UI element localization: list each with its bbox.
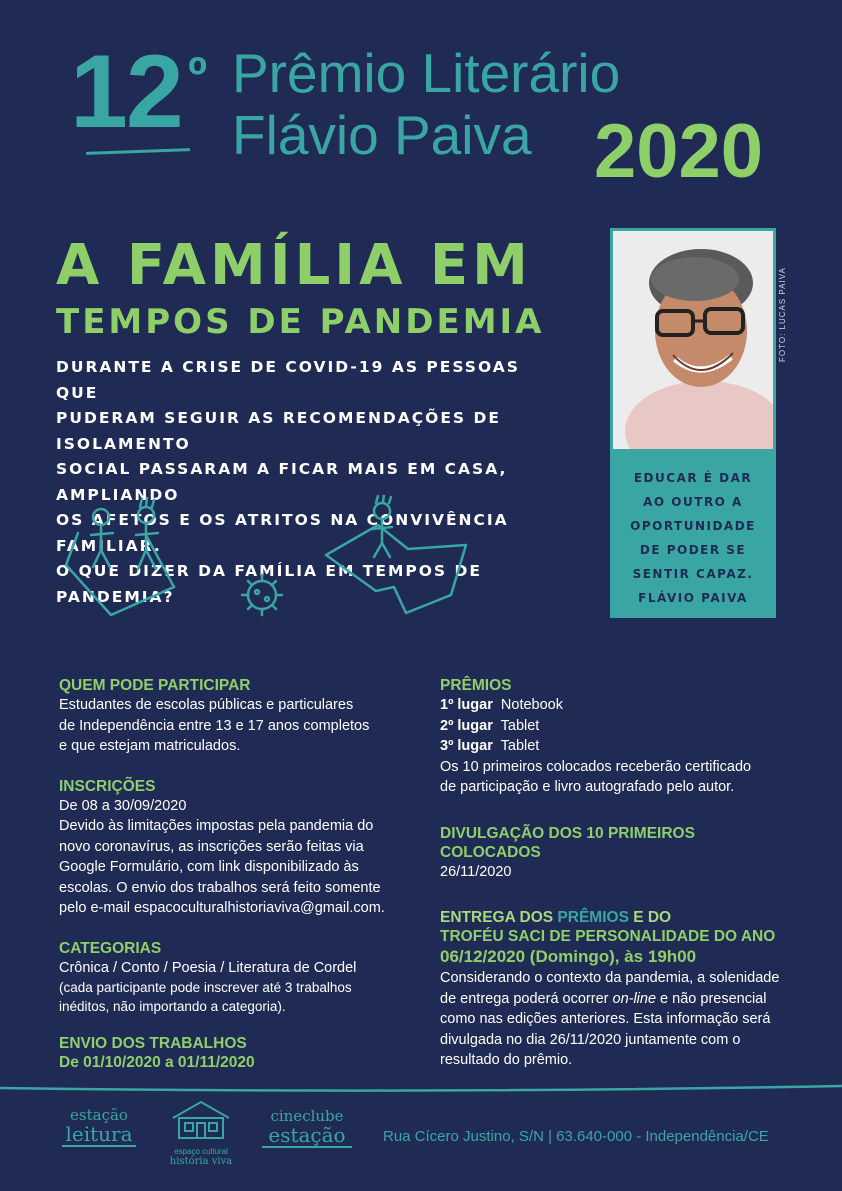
prize-place: 3º lugar — [440, 738, 493, 754]
award-title-line1: Prêmio Literário — [232, 42, 621, 104]
author-portrait-drawing — [613, 231, 773, 449]
prize-item: Tablet — [500, 738, 540, 754]
announcement-heading-line2: COLOCADOS — [440, 843, 541, 861]
doodle-house — [326, 525, 466, 613]
edition-ordinal: º — [188, 47, 207, 105]
who-line: e que estejam matriculados. — [59, 738, 241, 754]
submission-dates: De 01/10/2020 a 01/11/2020 — [59, 1054, 255, 1071]
ceremony-heading-part: PRÊMIOS — [557, 909, 629, 926]
quote-line: EDUCAR É DAR — [633, 471, 753, 485]
logo-cineclube-estacao — [262, 1108, 352, 1148]
ceremony-text-italic: on-line — [612, 990, 657, 1007]
categories-note: inéditos, não importando a categoria). — [59, 999, 286, 1014]
ceremony-heading-part: ENTREGA DOS — [440, 909, 558, 926]
ceremony-line — [440, 989, 820, 1010]
registration-line: escolas. O envio dos trabalhos será feito somente — [59, 879, 381, 896]
prizes-heading: PRÊMIOS — [440, 677, 512, 694]
ceremony-heading-part: E DO — [628, 909, 672, 926]
who-heading: QUEM PODE PARTICIPAR — [59, 677, 251, 694]
who-line: de Independência entre 13 e 17 anos completos — [59, 717, 370, 734]
intro-line: DURANTE A CRISE DE COVID-19 AS PESSOAS QUE — [56, 358, 520, 402]
ceremony-line: resultado do prêmio. — [440, 1052, 573, 1068]
logo-estacao-leitura — [62, 1107, 136, 1147]
categories-note: (cada participante pode inscrever até 3 trabalhos — [59, 980, 352, 995]
author-quote-box — [610, 452, 776, 618]
ceremony-line: como nas edições anteriores. Esta informação será — [440, 1011, 771, 1027]
intro-line: OS AFETOS E OS ATRITOS NA CONVIVÊNCIA FAMILIAR. — [56, 511, 509, 555]
prize-item: Tablet — [500, 717, 540, 734]
theme-title-line2: TEMPOS DE PANDEMIA — [56, 302, 545, 342]
who-line: Estudantes de escolas públicas e particulares — [59, 697, 354, 713]
registration-line: Devido às limitações impostas pela pandemia do — [59, 818, 374, 834]
intro-line: PUDERAM SEGUIR AS RECOMENDAÇÕES DE ISOLAMENTO — [56, 409, 501, 453]
prizes-note: de participação e livro autografado pelo autor. — [440, 779, 735, 795]
footer-divider — [0, 1080, 842, 1100]
logo1-top: estação — [70, 1106, 128, 1124]
prize-place: 2º lugar — [440, 717, 493, 734]
prize-row — [440, 736, 820, 757]
submission-heading: ENVIO DOS TRABALHOS — [59, 1035, 247, 1052]
prizes-note: Os 10 primeiros colocados receberão certificado — [440, 758, 752, 775]
registration-line: pelo e-mail espacoculturalhistoriaviva@gmail.com. — [59, 900, 385, 916]
photo-credit: FOTO: LUCAS PAIVA — [778, 267, 787, 362]
doodle-body — [91, 525, 113, 567]
intro-line: O QUE DIZER DA FAMÍLIA EM TEMPOS DE PANDEMIA? — [56, 562, 482, 606]
doodle-square-left — [66, 533, 174, 615]
logo3-top: cineclube — [270, 1107, 344, 1125]
left-column — [59, 676, 429, 1072]
ceremony-heading-line2: TROFÉU SACI DE PERSONALIDADE DO ANO — [440, 928, 776, 945]
ceremony-date: 06/12/2020 (Domingo), às 19h00 — [440, 947, 697, 966]
logo-historia-viva — [162, 1098, 240, 1168]
author-photo — [610, 228, 776, 452]
footer-address: Rua Cícero Justino, S/N | 63.640-000 - Independência/CE — [383, 1128, 769, 1145]
right-column — [440, 676, 820, 1071]
ceremony-heading-line1 — [440, 908, 820, 927]
logo2-top: espaço cultural — [174, 1147, 228, 1156]
categories-heading: CATEGORIAS — [59, 939, 162, 957]
ceremony-text: e não presencial — [656, 990, 767, 1007]
edition-number: 12 — [70, 34, 182, 150]
quote-line: AO OUTRO A — [643, 495, 743, 509]
prize-row — [440, 695, 820, 716]
doodle-head — [93, 509, 109, 525]
quote-line: OPORTUNIDADE — [630, 519, 756, 533]
intro-line: SOCIAL PASSARAM A FICAR MAIS EM CASA, AMPLIANDO — [56, 460, 508, 504]
quote-author: FLÁVIO PAIVA — [638, 591, 748, 605]
quote-line: SENTIR CAPAZ. — [632, 567, 754, 581]
house-icon — [169, 1098, 233, 1142]
announcement-date: 26/11/2020 — [440, 863, 512, 880]
award-title-line2: Flávio Paiva — [232, 104, 532, 166]
family-doodle-illustration — [56, 495, 476, 625]
registration-line: novo coronavírus, as inscrições serão feitas via — [59, 838, 364, 855]
prize-item: Notebook — [500, 697, 563, 713]
logo2-bottom: história viva — [169, 1156, 233, 1167]
ceremony-text: de entrega poderá ocorrer — [440, 990, 613, 1007]
prize-row — [440, 716, 820, 737]
registration-line: Google Formulário, com link disponibilizado às — [59, 859, 359, 875]
theme-title-line1: A FAMÍLIA EM — [56, 233, 532, 298]
logo1-bottom: leitura — [62, 1123, 136, 1147]
ceremony-line: Considerando o contexto da pandemia, a solenidade — [440, 970, 780, 986]
logo3-bottom: estação — [262, 1124, 352, 1148]
announcement-heading-line1: DIVULGAÇÃO DOS 10 PRIMEIROS — [440, 824, 695, 842]
registration-line: De 08 a 30/09/2020 — [59, 797, 187, 814]
quote-line: DE PODER SE — [639, 543, 747, 557]
award-year: 2020 — [594, 109, 764, 194]
categories-line: Crônica / Conto / Poesia / Literatura de Cordel — [59, 959, 357, 976]
prize-place: 1º lugar — [440, 697, 493, 713]
registration-heading: INSCRIÇÕES — [59, 777, 156, 795]
ceremony-line: divulgada no dia 26/11/2020 juntamente com o — [440, 1031, 741, 1048]
